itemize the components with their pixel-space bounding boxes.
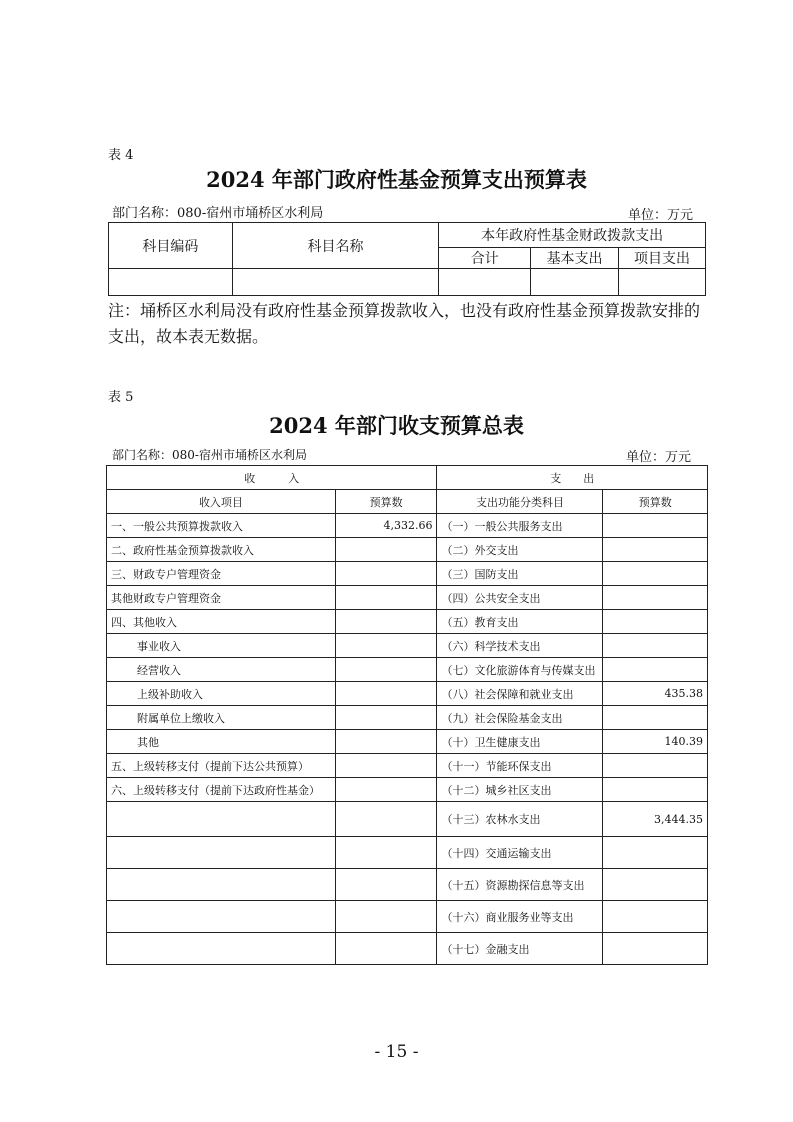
expense-amount-cell: 140.39 [603, 730, 708, 754]
expense-item-cell: （十）卫生健康支出 [437, 730, 603, 754]
expense-amount-cell [603, 658, 708, 682]
expense-item-cell: （一）一般公共服务支出 [437, 514, 603, 538]
table4-note: 注：埇桥区水利局没有政府性基金预算拨款收入，也没有政府性基金预算拨款安排的支出，故本表无数据。 [108, 301, 701, 346]
income-amount-cell [335, 933, 437, 965]
income-amount-cell [335, 586, 437, 610]
income-amount-cell [335, 562, 437, 586]
table5-title: 2024 年部门收支预算总表 [269, 413, 524, 438]
header-expense-item: 支出功能分类科目 [437, 490, 603, 514]
table4 [108, 222, 706, 296]
income-amount-cell [335, 869, 437, 901]
income-amount-cell [335, 658, 437, 682]
table4-title: 2024 年部门政府性基金预算支出预算表 [206, 167, 587, 192]
table-row [107, 682, 708, 706]
expense-item-cell: （九）社会保险基金支出 [437, 706, 603, 730]
income-amount-cell [335, 901, 437, 933]
table-row [107, 837, 708, 869]
income-item-cell: 上级补助收入 [107, 682, 336, 706]
income-item-cell: 二、政府性基金预算拨款收入 [107, 538, 336, 562]
income-amount-cell [335, 778, 437, 802]
table-row [107, 658, 708, 682]
table-row [107, 778, 708, 802]
income-amount-cell [335, 634, 437, 658]
income-amount-cell [335, 682, 437, 706]
expense-amount-cell [603, 869, 708, 901]
table-row [107, 754, 708, 778]
table4-label: 表 4 [108, 148, 134, 163]
table-row [107, 514, 708, 538]
table5 [106, 465, 708, 965]
income-item-cell: 一、一般公共预算拨款收入 [107, 514, 336, 538]
header-group: 本年政府性基金财政拨款支出 [439, 223, 706, 248]
table4-dept: 部门名称：080-宿州市埇桥区水利局 [112, 206, 324, 221]
expense-item-cell: （六）科学技术支出 [437, 634, 603, 658]
expense-amount-cell [603, 562, 708, 586]
income-item-cell [107, 933, 336, 965]
expense-amount-cell [603, 586, 708, 610]
expense-item-cell: （十三）农林水支出 [437, 802, 603, 837]
table-row [107, 610, 708, 634]
expense-item-cell: （十六）商业服务业等支出 [437, 901, 603, 933]
header-name: 科目名称 [232, 223, 438, 269]
expense-amount-cell [603, 634, 708, 658]
income-item-cell [107, 869, 336, 901]
income-item-cell: 其他财政专户管理资金 [107, 586, 336, 610]
expense-amount-cell [603, 514, 708, 538]
page-number: - 15 - [374, 1042, 419, 1062]
income-item-cell [107, 901, 336, 933]
income-amount-cell [335, 754, 437, 778]
table-row [107, 730, 708, 754]
header-basic: 基本支出 [531, 248, 619, 269]
income-item-cell: 五、上级转移支付（提前下达公共预算） [107, 754, 336, 778]
table-row [107, 538, 708, 562]
table5-label: 表 5 [108, 390, 134, 405]
income-amount-cell [335, 706, 437, 730]
expense-item-cell: （十五）资源勘探信息等支出 [437, 869, 603, 901]
income-item-cell: 经营收入 [107, 658, 336, 682]
expense-amount-cell [603, 706, 708, 730]
expense-amount-cell [603, 610, 708, 634]
income-amount-cell: 4,332.66 [335, 514, 437, 538]
income-item-cell [107, 802, 336, 837]
income-amount-cell [335, 802, 437, 837]
income-amount-cell [335, 538, 437, 562]
income-item-cell: 事业收入 [107, 634, 336, 658]
income-amount-cell [335, 730, 437, 754]
header-project: 项目支出 [619, 248, 706, 269]
expense-item-cell: （十二）城乡社区支出 [437, 778, 603, 802]
expense-item-cell: （十一）节能环保支出 [437, 754, 603, 778]
header-income-amount: 预算数 [335, 490, 437, 514]
expense-item-cell: （四）公共安全支出 [437, 586, 603, 610]
expense-item-cell: （三）国防支出 [437, 562, 603, 586]
table5-body [107, 514, 708, 965]
table-row [107, 933, 708, 965]
table-row [107, 562, 708, 586]
table5-unit: 单位：万元 [626, 450, 692, 465]
header-expense: 支 出 [437, 466, 708, 490]
expense-amount-cell [603, 933, 708, 965]
income-item-cell: 三、财政专户管理资金 [107, 562, 336, 586]
expense-amount-cell [603, 538, 708, 562]
table-row [107, 706, 708, 730]
expense-item-cell: （二）外交支出 [437, 538, 603, 562]
table4-empty-row [109, 269, 706, 296]
table-row [107, 901, 708, 933]
header-income-item: 收入项目 [107, 490, 336, 514]
table-row [107, 634, 708, 658]
table-row [107, 586, 708, 610]
table-row [107, 869, 708, 901]
table4-unit: 单位：万元 [628, 208, 694, 223]
expense-item-cell: （五）教育支出 [437, 610, 603, 634]
expense-amount-cell: 3,444.35 [603, 802, 708, 837]
income-amount-cell [335, 610, 437, 634]
expense-item-cell: （十七）金融支出 [437, 933, 603, 965]
expense-amount-cell [603, 901, 708, 933]
expense-amount-cell [603, 778, 708, 802]
expense-amount-cell [603, 837, 708, 869]
income-item-cell [107, 837, 336, 869]
table-row [107, 802, 708, 837]
income-item-cell: 六、上级转移支付（提前下达政府性基金） [107, 778, 336, 802]
header-code: 科目编码 [109, 223, 233, 269]
expense-item-cell: （七）文化旅游体育与传媒支出 [437, 658, 603, 682]
income-item-cell: 其他 [107, 730, 336, 754]
header-income: 收 入 [107, 466, 437, 490]
expense-item-cell: （八）社会保障和就业支出 [437, 682, 603, 706]
header-expense-amount: 预算数 [603, 490, 708, 514]
income-item-cell: 附属单位上缴收入 [107, 706, 336, 730]
expense-item-cell: （十四）交通运输支出 [437, 837, 603, 869]
expense-amount-cell: 435.38 [603, 682, 708, 706]
income-item-cell: 四、其他收入 [107, 610, 336, 634]
header-total: 合计 [439, 248, 531, 269]
expense-amount-cell [603, 754, 708, 778]
income-amount-cell [335, 837, 437, 869]
table5-dept: 部门名称：080-宿州市埇桥区水利局 [112, 448, 307, 462]
